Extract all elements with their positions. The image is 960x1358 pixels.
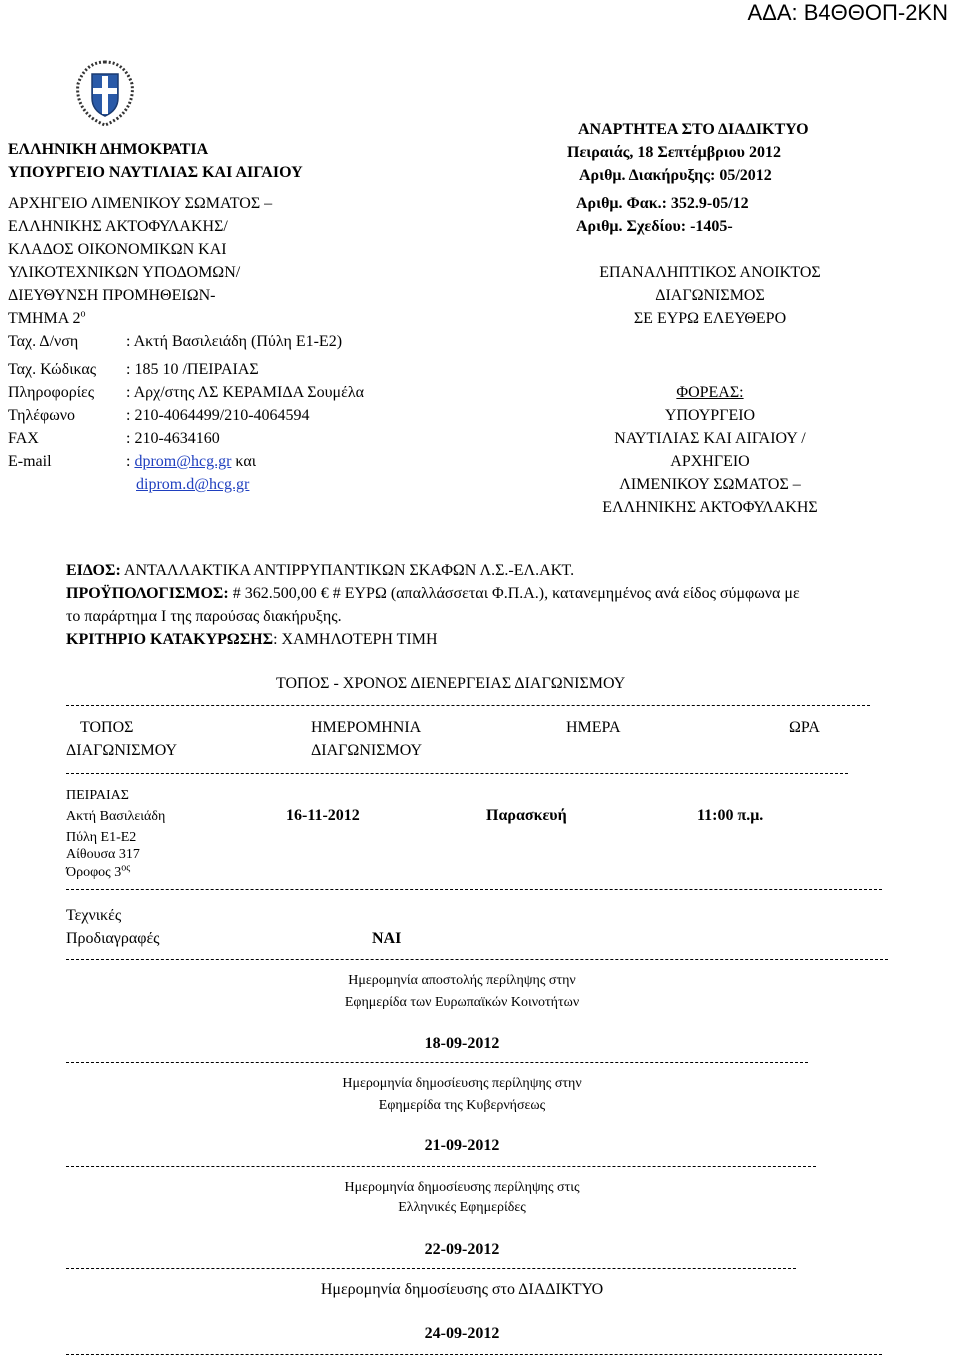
phone-label: Τηλέφωνο	[8, 407, 76, 424]
col-day: ΗΜΕΡΑ	[566, 719, 621, 736]
contracting-body-4: ΛΙΜΕΝΙΚΟΥ ΣΩΜΑΤΟΣ –	[619, 476, 801, 493]
pub2-label-2: Εφημερίδα της Κυβερνήσεως	[378, 1098, 546, 1113]
email-line: : dprom@hcg.gr και	[126, 453, 256, 470]
contracting-body-3: ΑΡΧΗΓΕΙΟ	[670, 453, 750, 470]
divider	[66, 773, 848, 774]
info-value: : Αρχ/στης ΛΣ ΚΕΡΑΜΙΔΑ Σουμέλα	[126, 384, 364, 401]
pub4-date: 24-09-2012	[424, 1325, 500, 1342]
divider	[66, 1062, 808, 1063]
file-number: Αριθμ. Φακ.: 352.9-05/12	[576, 195, 749, 212]
divider	[66, 1268, 796, 1269]
email-link-1[interactable]: dprom@hcg.gr	[134, 453, 232, 470]
authority-line-3: ΚΛΑΔΟΣ ΟΙΚΟΝΟΜΙΚΩΝ ΚΑΙ	[8, 241, 227, 258]
contracting-body-title: ΦΟΡΕΑΣ:	[676, 384, 744, 401]
contracting-body-5: ΕΛΛΗΝΙΚΗΣ ΑΚΤΟΦΥΛΑΚΗΣ	[602, 499, 818, 516]
plan-number: Αριθμ. Σχεδίου: -1405-	[576, 218, 733, 235]
state-name: ΕΛΛΗΝΙΚΗ ΔΗΜΟΚΡΑΤΙΑ	[8, 141, 209, 158]
schedule-title: ΤΟΠΟΣ - ΧΡΟΝΟΣ ΔΙΕΝΕΡΓΕΙΑΣ ΔΙΑΓΩΝΙΣΜΟΥ	[276, 675, 626, 692]
specs-value: ΝΑΙ	[372, 930, 402, 947]
pub1-date: 18-09-2012	[424, 1035, 500, 1052]
zip-value: : 185 10 /ΠΕΙΡΑΙΑΣ	[126, 361, 259, 378]
col-place-2: ΔΙΑΓΩΝΙΣΜΟΥ	[66, 742, 178, 759]
divider	[66, 1354, 882, 1355]
ada-code: ΑΔΑ: Β4ΘΘΟΠ-2ΚΝ	[747, 0, 948, 25]
col-date-2: ΔΙΑΓΩΝΙΣΜΟΥ	[311, 742, 423, 759]
phone-value: : 210-4064499/210-4064594	[126, 407, 310, 424]
tender-type-3: ΣΕ ΕΥΡΩ ΕΛΕΥΘΕΡΟ	[633, 310, 787, 327]
specs-label-1: Τεχνικές	[66, 907, 122, 924]
tender-type-1: ΕΠΑΝΑΛΗΠΤΙΚΟΣ ΑΝΟΙΚΤΟΣ	[599, 264, 821, 281]
tender-time: 11:00 π.μ.	[697, 807, 764, 824]
pub4-label: Ημερομηνία δημοσίευσης στο ΔΙΑΔΙΚΤΥΟ	[320, 1281, 604, 1298]
budget: ΠΡΟΫΠΟΛΟΓΙΣΜΟΣ: # 362.500,00 € # ΕΥΡΩ (απαλλάσσεται Φ.Π.Α.), κατανεμημένος ανά είδος σύμφωνα με	[66, 585, 800, 602]
tender-type-2: ΔΙΑΓΩΝΙΣΜΟΣ	[655, 287, 765, 304]
address-label: Ταχ. Δ/νση	[8, 333, 79, 350]
budget-continuation: το παράρτημα Ι της παρούσας διακήρυξης.	[66, 608, 342, 625]
pub1-label-1: Ημερομηνία αποστολής περίληψης στην	[348, 973, 576, 988]
fax-value: : 210-4634160	[126, 430, 220, 447]
ministry-name: ΥΠΟΥΡΓΕΙΟ ΝΑΥΤΙΛΙΑΣ ΚΑΙ ΑΙΓΑΙΟΥ	[8, 164, 303, 181]
address-value: : Ακτή Βασιλειάδη (Πύλη Ε1-Ε2)	[126, 333, 343, 350]
place-line-3: Πύλη Ε1-Ε2	[66, 830, 137, 845]
fax-label: FAX	[8, 430, 39, 447]
divider	[66, 705, 870, 706]
pub3-date: 22-09-2012	[424, 1241, 500, 1258]
place-line-5: Όροφος $3^{o\varsigma}$	[66, 862, 131, 880]
contracting-body-1: ΥΠΟΥΡΓΕΙΟ	[664, 407, 756, 424]
pub3-label-1: Ημερομηνία δημοσίευσης περίληψης στις	[344, 1180, 580, 1195]
contracting-body-2: ΝΑΥΤΙΛΙΑΣ ΚΑΙ ΑΙΓΑΙΟΥ /	[614, 430, 806, 447]
place-line-4: Αίθουσα 317	[66, 847, 140, 862]
divider	[66, 959, 888, 960]
zip-label: Ταχ. Κώδικας	[8, 361, 97, 378]
divider	[66, 889, 882, 890]
item-kind: ΕΙΔΟΣ: ΑΝΤΑΛΛΑΚΤΙΚΑ ΑΝΤΙΡΡΥΠΑΝΤΙΚΩΝ ΣΚΑΦΩΝ Λ.Σ.-ΕΛ.ΑΚΤ.	[66, 562, 575, 579]
col-place-1: ΤΟΠΟΣ	[80, 719, 134, 736]
posting-note: ΑΝΑΡΤΗΤΕΑ ΣΤΟ ΔΙΑΔΙΚΤΥΟ	[578, 121, 809, 138]
place-line-1: ΠΕΙΡΑΙΑΣ	[66, 788, 129, 803]
col-date-1: ΗΜΕΡΟΜΗΝΙΑ	[311, 719, 422, 736]
department: ΤΜΗΜΑ $2^o$	[8, 308, 86, 327]
specs-label-2: Προδιαγραφές	[66, 930, 160, 947]
authority-line-2: ΕΛΛΗΝΙΚΗΣ ΑΚΤΟΦΥΛΑΚΗΣ/	[8, 218, 228, 235]
email-label: E-mail	[8, 453, 52, 470]
pub3-label-2: Ελληνικές Εφημερίδες	[398, 1200, 526, 1215]
authority-line-4: ΥΛΙΚΟΤΕΧΝΙΚΩΝ ΥΠΟΔΟΜΩΝ/	[8, 264, 241, 281]
tender-date: 16-11-2012	[286, 807, 360, 824]
authority-line-5: ΔΙΕΥΘΥΝΣΗ ΠΡΟΜΗΘΕΙΩΝ-	[8, 287, 216, 304]
divider	[66, 1166, 816, 1167]
col-time: ΩΡΑ	[789, 719, 820, 736]
email-link-2[interactable]: diprom.d@hcg.gr	[136, 476, 250, 493]
info-label: Πληροφορίες	[8, 384, 95, 401]
pub1-label-2: Εφημερίδα των Ευρωπαϊκών Κοινοτήτων	[344, 995, 580, 1010]
pub2-label-1: Ημερομηνία δημοσίευσης περίληψης στην	[342, 1076, 582, 1091]
tender-day: Παρασκευή	[486, 807, 567, 824]
notice-number: Αριθμ. Διακήρυξης: 05/2012	[579, 167, 772, 184]
place-line-2: Ακτή Βασιλειάδη	[66, 809, 166, 824]
award-criterion: ΚΡΙΤΗΡΙΟ ΚΑΤΑΚΥΡΩΣΗΣ: ΧΑΜΗΛΟΤΕΡΗ ΤΙΜΗ	[66, 631, 438, 648]
issue-date: Πειραιάς, 18 Σεπτέμβριου 2012	[567, 144, 781, 161]
pub2-date: 21-09-2012	[424, 1137, 500, 1154]
authority-line-1: ΑΡΧΗΓΕΙΟ ΛΙΜΕΝΙΚΟΥ ΣΩΜΑΤΟΣ –	[8, 195, 273, 212]
coat-of-arms-icon	[72, 58, 138, 128]
